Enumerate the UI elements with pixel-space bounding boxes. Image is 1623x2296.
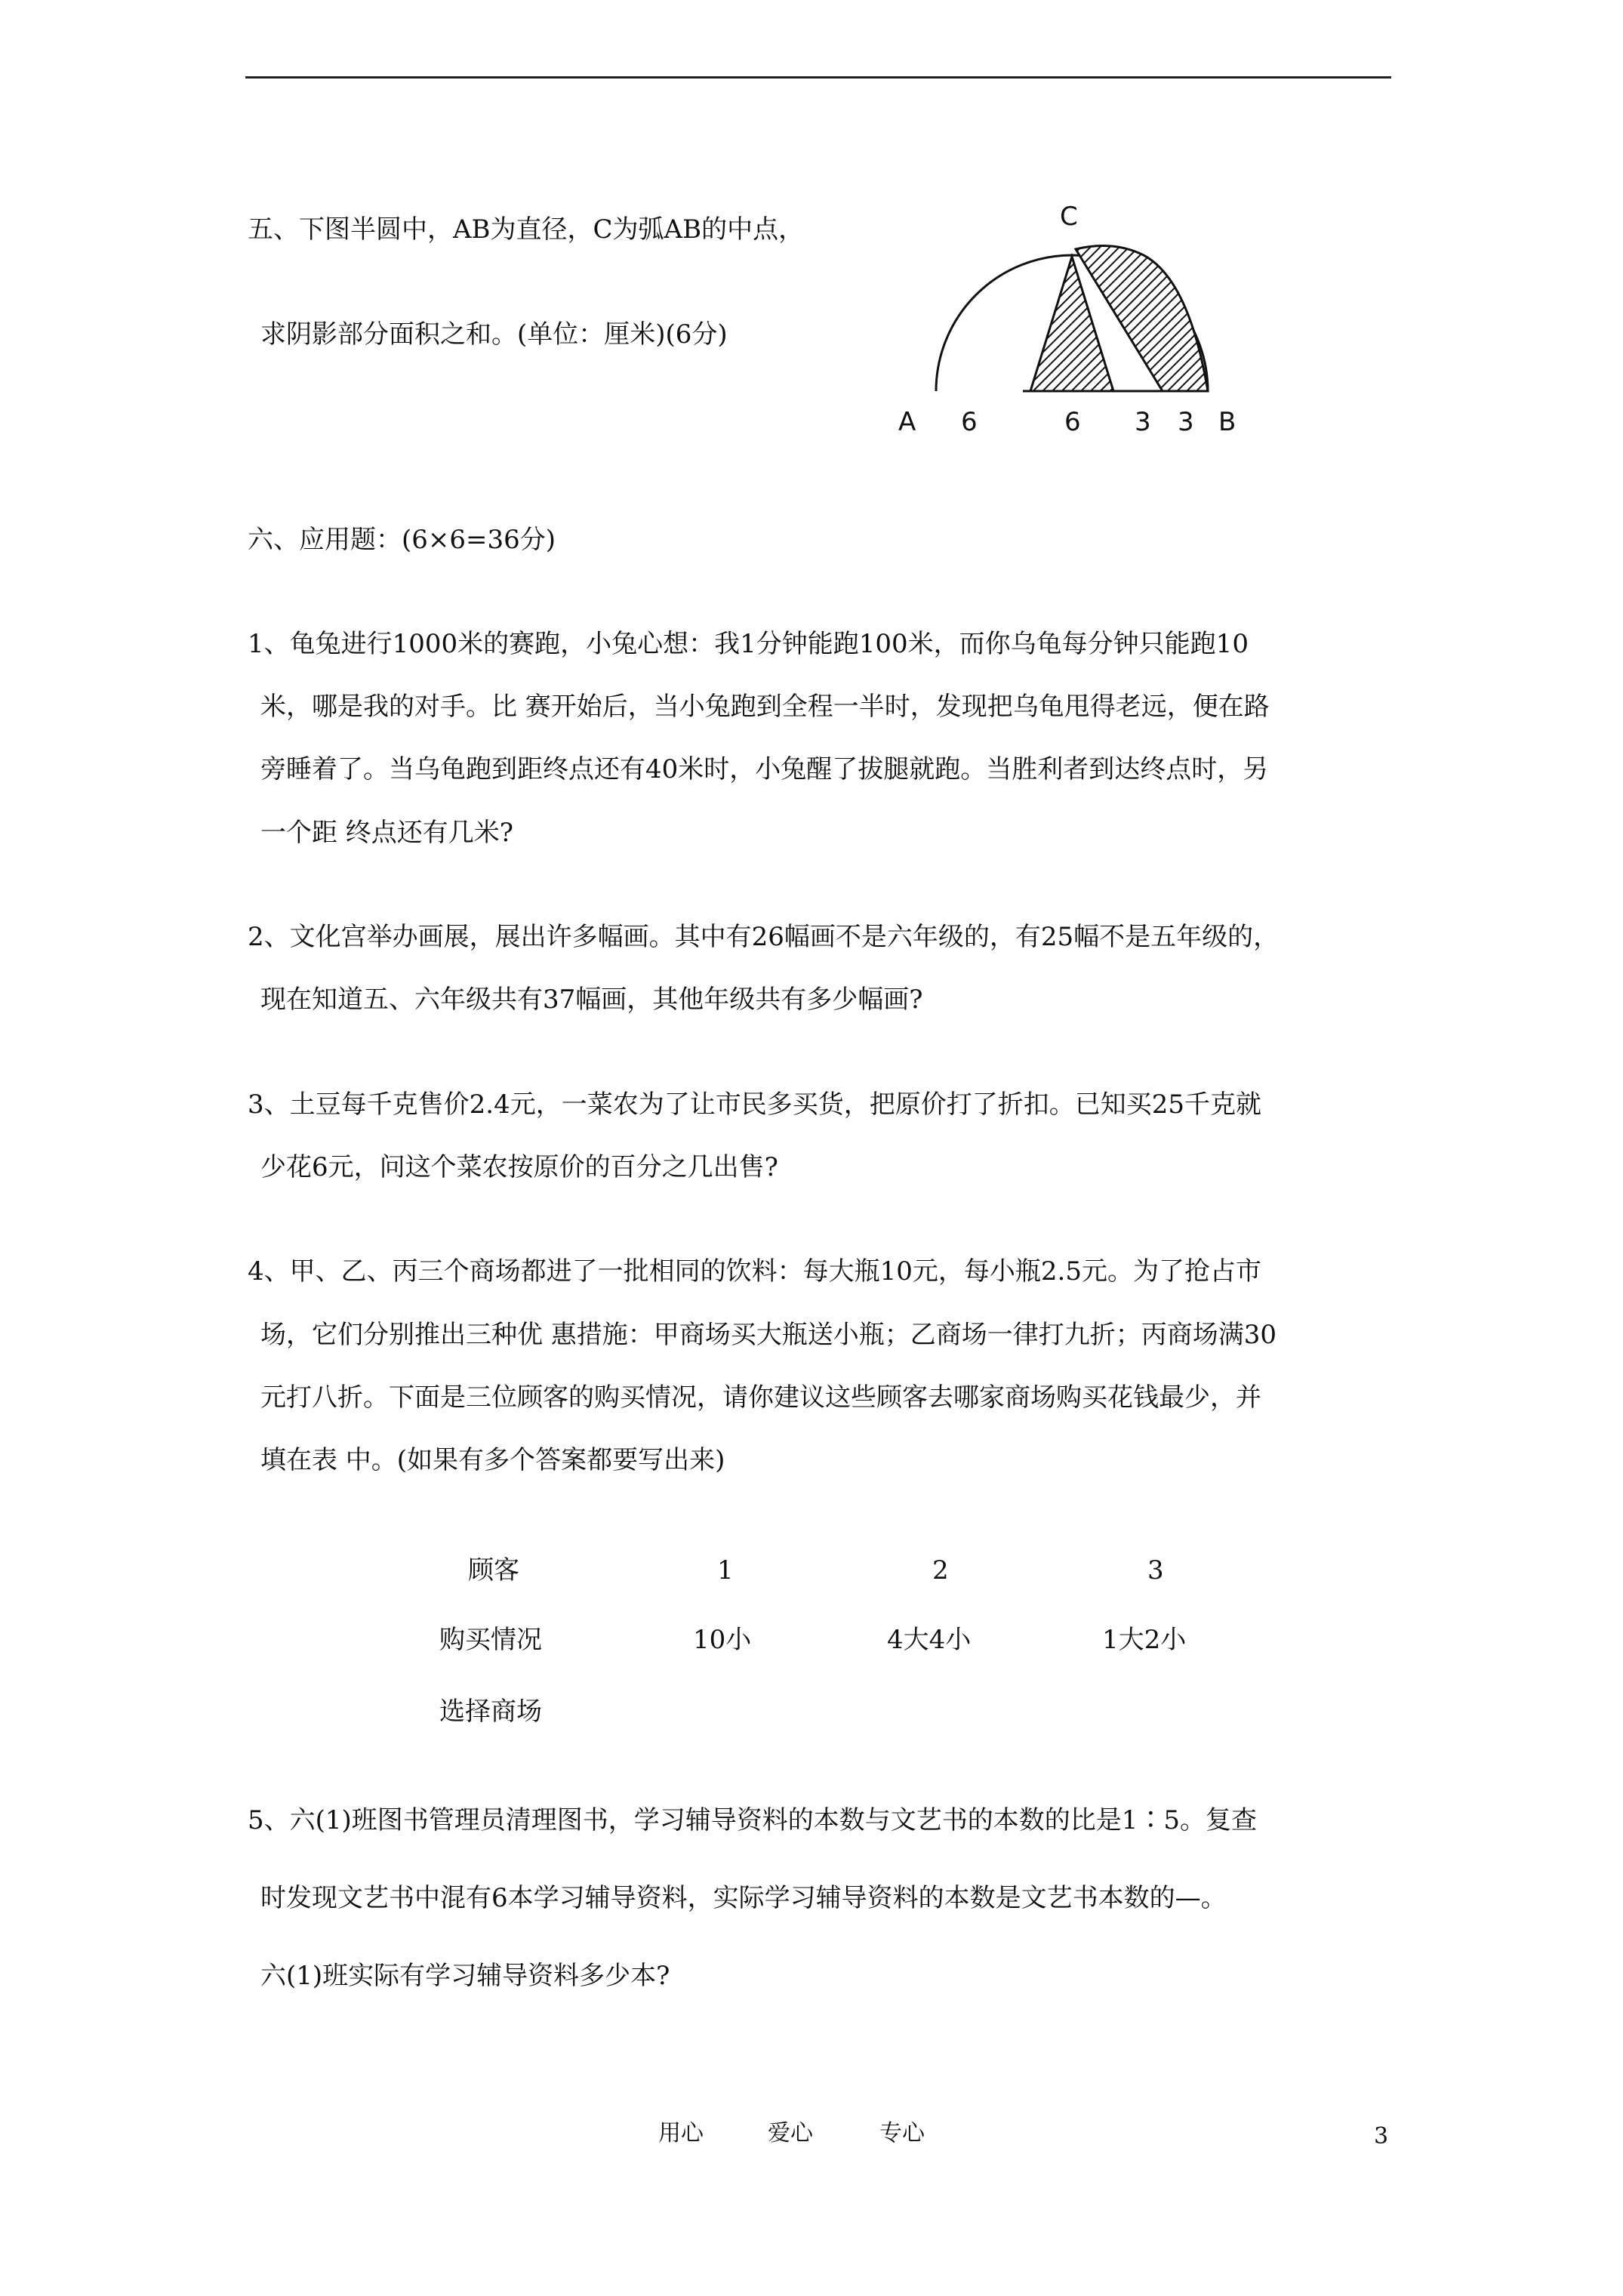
figure-seg3: 3 (1135, 407, 1151, 437)
q5-line3: 六(1)班实际有学习辅导资料多少本? (260, 1961, 670, 1991)
table-header-customer: 顾客 (468, 1555, 519, 1586)
q3-line1: 3、土豆每千克售价2.4元，一菜农为了让市民多买货，把原价打了折扣。已知买25千克就 (248, 1089, 1261, 1120)
q5-line2: 时发现文艺书中混有6本学习辅导资料，实际学习辅导资料的本数是文艺书本数的—。 (260, 1883, 1227, 1913)
table-cell-purchase-1: 10小 (693, 1625, 752, 1655)
q4-line3: 元打八折。下面是三位顾客的购买情况，请你建议这些顾客去哪家商场购买花钱最少，并 (260, 1382, 1261, 1413)
footer-slogan-2: 爱心 (768, 2120, 813, 2147)
semicircle-figure (917, 189, 1272, 438)
q4-line4: 填在表 中。(如果有多个答案都要写出来) (260, 1445, 725, 1475)
page-number: 3 (1374, 2123, 1389, 2150)
table-row-choice-label: 选择商场 (439, 1697, 542, 1727)
q4-line2: 场，它们分别推出三种优 惠措施：甲商场买大瓶送小瓶；乙商场一律打九折；丙商场满30 (260, 1320, 1277, 1350)
figure-label-c: C (1060, 202, 1078, 232)
q2-line2: 现在知道五、六年级共有37幅画，其他年级共有多少幅画? (260, 985, 923, 1015)
figure-seg4: 3 (1178, 407, 1194, 437)
q1-line2: 米，哪是我的对手。比 赛开始后，当小兔跑到全程一半时，发现把乌龟甩得老远，便在路 (260, 692, 1270, 722)
section6-title: 六、应用题：(6×6=36分) (248, 525, 556, 555)
table-cell-purchase-2: 4大4小 (887, 1625, 972, 1655)
q4-line1: 4、甲、乙、丙三个商场都进了一批相同的饮料：每大瓶10元，每小瓶2.5元。为了抢占市 (248, 1256, 1261, 1287)
figure-label-a: A (898, 407, 916, 437)
q1-line1: 1、龟兔进行1000米的赛跑，小兔心想：我1分钟能跑100米，而你乌龟每分钟只能跑10 (248, 629, 1249, 659)
q1-line4: 一个距 终点还有几米? (260, 818, 514, 848)
q3-line2: 少花6元，问这个菜农按原价的百分之几出售? (260, 1152, 778, 1182)
footer-slogan-3: 专心 (879, 2120, 925, 2147)
table-row-purchase-label: 购买情况 (439, 1625, 542, 1655)
footer-slogan-1: 用心 (658, 2120, 704, 2147)
figure-label-b: B (1218, 407, 1236, 437)
figure-seg1: 6 (961, 407, 978, 437)
table-header-2: 2 (932, 1555, 949, 1586)
section5-line1: 五、下图半圆中，AB为直径，C为弧AB的中点， (248, 214, 805, 245)
table-header-3: 3 (1147, 1555, 1164, 1586)
section5-line2: 求阴影部分面积之和。(单位：厘米)(6分) (260, 319, 728, 350)
table-cell-purchase-3: 1大2小 (1102, 1625, 1187, 1655)
q5-line1: 5、六(1)班图书管理员清理图书，学习辅导资料的本数与文艺书的本数的比是1∶5。复查 (248, 1805, 1258, 1835)
header-rule (245, 76, 1391, 79)
figure-seg2: 6 (1064, 407, 1081, 437)
q2-line1: 2、文化宫举办画展，展出许多幅画。其中有26幅画不是六年级的，有25幅不是五年级的， (248, 922, 1280, 952)
table-header-1: 1 (717, 1555, 734, 1586)
q1-line3: 旁睡着了。当乌龟跑到距终点还有40米时，小兔醒了拔腿就跑。当胜利者到达终点时，另 (260, 754, 1269, 784)
